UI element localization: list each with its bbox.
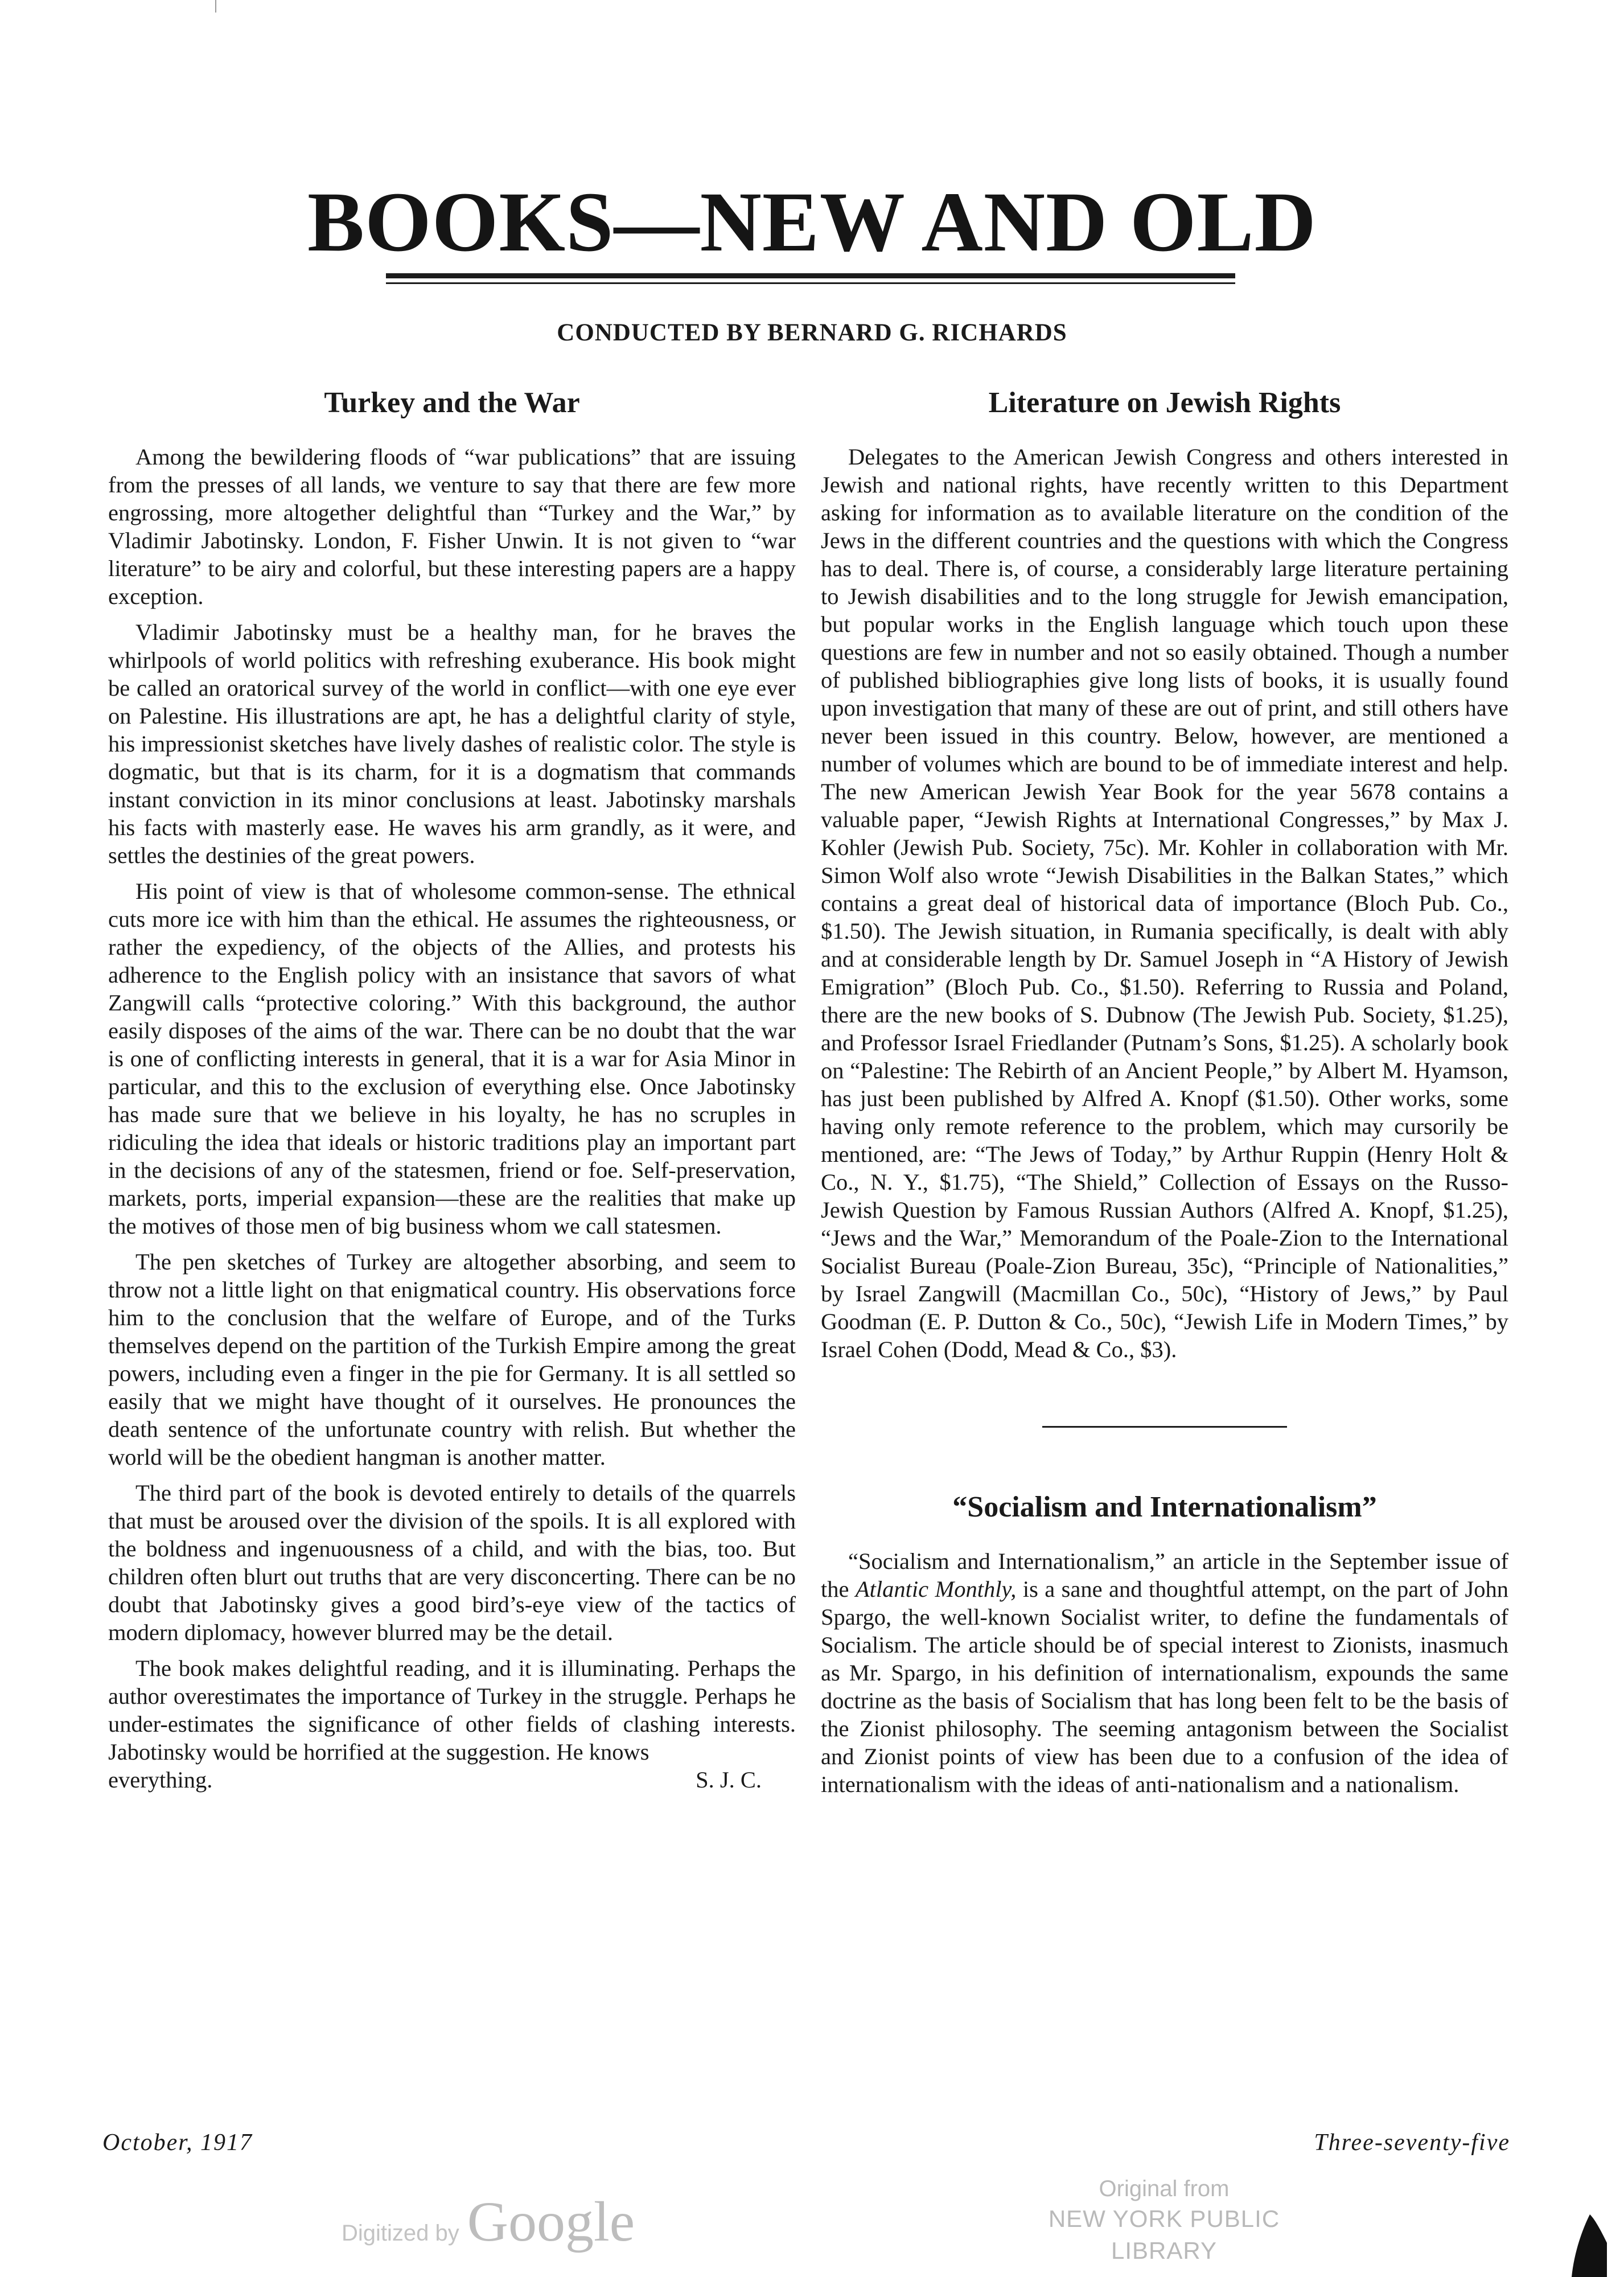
library-name: NEW YORK PUBLIC LIBRARY bbox=[1048, 2205, 1280, 2264]
title-double-rule bbox=[386, 273, 1235, 284]
original-from-label: Original from bbox=[1099, 2176, 1230, 2201]
paragraph: His point of view is that of wholesome common-sense. The ethnical cuts more ice with him than the ethical. He assumes the righteousness, or rather the expediency, of the objects of the Allies, and protests his adherence to the English policy with an insistance that savors of what Zangwill calls “protective coloring.” With this background, the author easily disposes of the aims of the war. There can be no doubt that the war is one of conflicting interests in general, that it is a war for Asia Minor in particular, and this to the exclusion of everything else. Once Jabotinsky has made sure that we believe in his loyalty, he has no scruples in ridiculing the idea that ideals or historic traditions play an important part in the decisions of any of the statesmen, friend or foe. Self-preservation, markets, ports, imperial expansion—these are the realities that make up the motives of those men of big business whom we call statesmen. bbox=[108, 878, 796, 1239]
digitized-by-label: Digitized by bbox=[342, 2221, 459, 2246]
paragraph-text: “Socialism and Internationalism,” an article in the September issue of the bbox=[821, 1548, 1508, 1602]
paragraph: The book makes delightful reading, and it is illuminating. Perhaps the author overestimates the importance of Turkey in the struggle. Perhaps he under-estimates the significance of other fields of clashing interests. Jabotinsky would be horrified at the suggestion. He knows bbox=[108, 1655, 796, 1765]
page-corner-mark bbox=[1567, 2209, 1607, 2277]
paragraph: The third part of the book is devoted entirely to details of the quarrels that must be aroused over the division of the spoils. It is all explored with the boldness and ingenuousness of a child, and with the bias, too. But children often blurt out truths that are very disconcerting. There can be no doubt that Jabotinsky gives a good bird’s-eye view of the tactics of modern diplomacy, however blurred may be the detail. bbox=[108, 1479, 796, 1645]
rule-thin bbox=[386, 282, 1235, 284]
paragraph: Vladimir Jabotinsky must be a healthy man, for he braves the whirlpools of world politics with refreshing exuberance. His book might be called an oratorical survey of the world in conflict—with one eye ever on Palestine. His illustrations are apt, he has a delightful clarity of style, his impressionist sketches have lively dashes of realistic color. The style is dogmatic, but that is its charm, for it is a dogmatism that commands instant conviction in its minor conclusions at least. Jabotinsky marshals his facts with masterly ease. He waves his arm grandly, as it were, and settles the destinies of the great powers. bbox=[108, 619, 796, 868]
original-from-watermark bbox=[993, 2175, 1335, 2267]
left-column bbox=[108, 386, 796, 1794]
section-title-turkey: Turkey and the War bbox=[324, 387, 580, 419]
magazine-title: Atlantic Monthly, bbox=[855, 1576, 1017, 1602]
paragraph: Delegates to the American Jewish Congress and others interested in Jewish and national rights, have recently written to this Department asking for information as to available literature on the condition of the Jews in the different countries and the questions with which the Congress has to deal. There is, of course, a considerably large literature pertaining to Jewish disabilities and to the long struggle for Jewish emancipation, but popular works in the English language which touch upon these questions are few in number and not so easily obtained. Though a number of published bibliographies give long lists of books, it is usually found upon investigation that many of these are out of print, and still others have never been issued in this country. Below, however, are mentioned a number of volumes which are bound to be of immediate interest and help. The new American Jewish Year Book for the year 5678 contains a valuable paper, “Jewish Rights at International Congresses,” by Max J. Kohler (Jewish Pub. Society, 75c). Mr. Kohler in collaboration with Mr. Simon Wolf also wrote “Jewish Disabilities in the Balkan States,” which contains a great deal of historical data of importance (Bloch Pub. Co., $1.50). The Jewish situation, in Rumania specifically, is dealt with ably and at considerable length by Dr. Samuel Joseph in “A History of Jewish Emigration” (Bloch Pub. Co., $1.50). Referring to Russia and Poland, there are the new books of S. Dubnow (The Jewish Pub. Society, $1.25), and Professor Israel Friedlander (Putnam’s Sons, $1.25). A scholarly book on “Palestine: The Rebirth of an Ancient People,” by Albert M. Hyamson, has just been published by Alfred A. Knopf ($1.50). Other works, some having only remote reference to the problem, which may cursorily be mentioned, are: “The Jews of Today,” by Arthur Ruppin (Henry Holt & Co., N. Y., $1.75), “The Shield,” Collection of Essays on the Russo-Jewish Question by Famous Russian Authors (Alfred A. Knopf, $1.25), “Jews and the War,” Memorandum of the Poale-Zion to the International Socialist Bureau (Poale-Zion Bureau, 35c), “Principle of Nationalities,” by Israel Zangwill (Macmillan Co., 50c), “History of Jews,” by Paul Goodman (E. P. Dutton & Co., 50c), “Jewish Life in Modern Times,” by Israel Cohen (Dodd, Mead & Co., $3). bbox=[821, 443, 1508, 1362]
paragraph-text: is a sane and thoughtful attempt, on the part of John Spargo, the well-known Socialist writer, to define the fundamentals of Socialism. The article should be of special interest to Zionists, inasmuch as Mr. Spargo, in his definition of internationalism, expounds the same doctrine as the basis of Socialism that has long been felt to be the basis of the Zionist philosophy. The seeming antagonism between the Socialist and Zionist points of view has been due to a confusion of the idea of internationalism with the ideas of anti-nationalism and a nationalism. bbox=[821, 1576, 1508, 1797]
rule-thick bbox=[386, 273, 1235, 278]
paragraph: The pen sketches of Turkey are altogether absorbing, and seem to throw not a little light on that enigmatical country. His observations force him to the conclusion that the welfare of Europe, and of the Turks themselves depend on the partition of the Turkish Empire among the great powers, including even a finger in the pie for Germany. It is all settled so easily that we might have thought of it ourselves. He pronounces the death sentence of the unfortunate country with relish. But whether the world will be the obedient hangman is another matter. bbox=[108, 1248, 796, 1470]
last-word: everything. bbox=[108, 1766, 213, 1793]
section-title-socialism: “Socialism and Internationalism” bbox=[952, 1490, 1377, 1523]
footer-page-number: Three-seventy-five bbox=[1314, 2130, 1510, 2156]
paragraph: Among the bewildering floods of “war publications” that are issuing from the presses of all lands, we venture to say that there are few more engrossing, more altogether delightful than “Turkey and the War,” by Vladimir Jabotinsky. London, F. Fisher Unwin. It is not given to “war literature” to be airy and colorful, but these interesting papers are a happy exception. bbox=[108, 443, 796, 609]
conductor-byline: CONDUCTED BY BERNARD G. RICHARDS bbox=[557, 319, 1067, 346]
page-title: BOOKS—NEW AND OLD bbox=[307, 175, 1317, 269]
google-logo: Google bbox=[467, 2190, 635, 2253]
footer-date: October, 1917 bbox=[102, 2130, 253, 2156]
paragraph bbox=[821, 1547, 1508, 1798]
author-signature: S. J. C. bbox=[696, 1766, 762, 1793]
scan-tick-mark bbox=[215, 0, 216, 13]
masthead bbox=[0, 175, 1624, 269]
signoff-line bbox=[108, 1766, 796, 1794]
section-title-jewish-rights: Literature on Jewish Rights bbox=[988, 387, 1341, 419]
section-divider bbox=[1042, 1426, 1287, 1428]
right-column bbox=[821, 386, 1508, 1806]
digitized-by-watermark bbox=[342, 2189, 635, 2254]
